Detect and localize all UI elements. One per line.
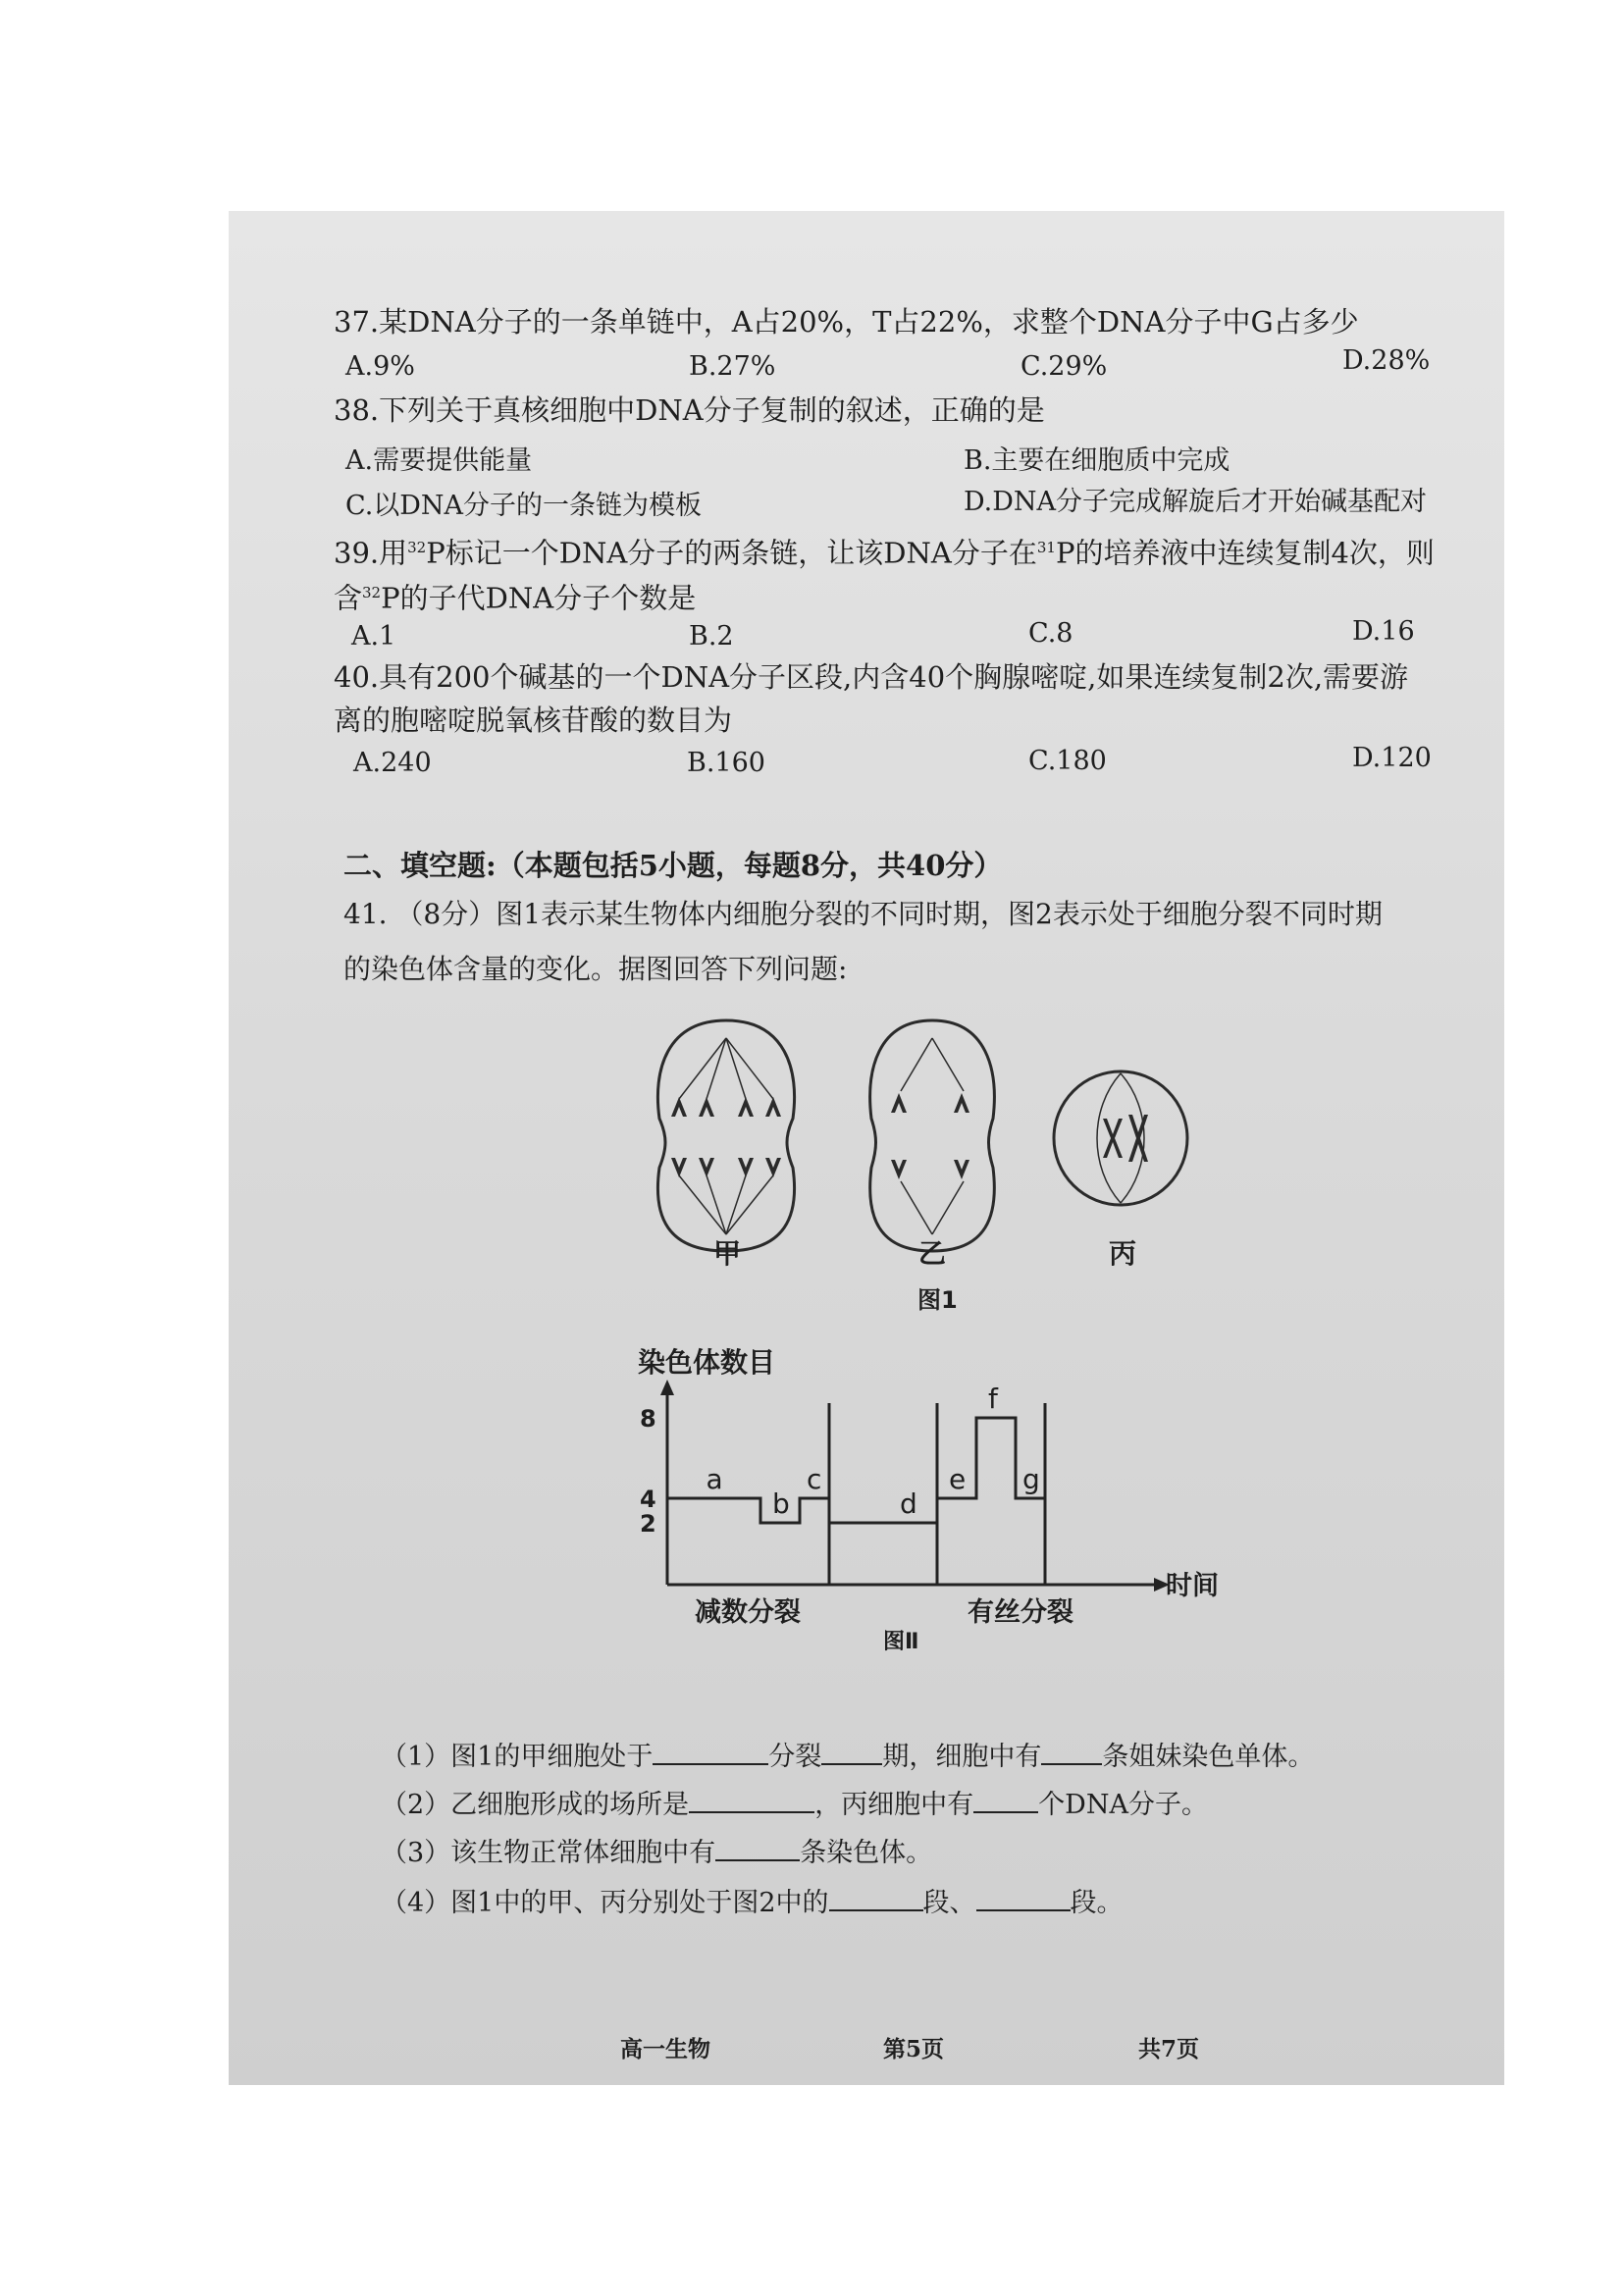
q39-text: 39.用 — [334, 536, 408, 570]
subq-4-text: （4）图1中的甲、丙分别处于图2中的 — [381, 1888, 829, 1918]
cell-yi — [870, 1020, 995, 1251]
subq-4-text: 段。 — [1070, 1888, 1124, 1918]
subq-3-blank-1[interactable] — [715, 1834, 800, 1861]
q38-option-c: C.以DNA分子的一条链为模板 — [345, 491, 703, 521]
chart-phase-mitosis: 有丝分裂 — [968, 1597, 1073, 1628]
subq-2-blank-2[interactable] — [973, 1786, 1038, 1813]
q39-text: P的培养液中连续复制4次，则 — [1055, 536, 1435, 570]
q40-option-d: D.120 — [1352, 743, 1432, 773]
subq-4-text: 段、 — [922, 1888, 976, 1918]
q38-option-d: D.DNA分子完成解旋后才开始碱基配对 — [964, 487, 1428, 517]
figure-1-label-yi: 乙 — [918, 1237, 947, 1270]
figure-2-caption: 图Ⅱ — [883, 1630, 919, 1654]
subq-1-blank-3[interactable] — [1041, 1738, 1102, 1765]
chart-series-line — [667, 1418, 1045, 1523]
q39-text: 含 — [334, 581, 363, 615]
subq-1-blank-2[interactable] — [821, 1738, 882, 1765]
cell-jia — [657, 1020, 794, 1251]
chart-segment-label: b — [772, 1487, 790, 1520]
figure-1-caption: 图1 — [917, 1286, 958, 1314]
question-41-line1: 41. （8分）图1表示某生物体内细胞分裂的不同时期，图2表示处于细胞分裂不同时期 — [343, 898, 1383, 930]
q39-superscript: 32 — [362, 584, 382, 601]
q40-option-b: B.160 — [687, 748, 765, 778]
q39-superscript: 31 — [1036, 539, 1056, 556]
q37-option-d: D.28% — [1342, 345, 1431, 376]
chart-segment-label: e — [949, 1463, 967, 1495]
q39-text: P的子代DNA分子个数是 — [381, 581, 697, 615]
q39-option-b: B.2 — [689, 621, 734, 652]
figure-1-label-jia: 甲 — [713, 1237, 742, 1270]
q37-option-c: C.29% — [1021, 351, 1108, 382]
question-41-line2: 的染色体含量的变化。据图回答下列问题: — [343, 953, 848, 985]
subq-1-text: 期，细胞中有 — [882, 1742, 1042, 1772]
q39-superscript: 32 — [407, 539, 427, 556]
subq-4-blank-1[interactable] — [829, 1884, 923, 1911]
q40-option-a: A.240 — [353, 748, 432, 778]
question-39-stem-line1 — [334, 530, 1435, 571]
q37-option-b: B.27% — [689, 351, 776, 382]
chart-y-tick-label: 2 — [640, 1510, 656, 1538]
question-40-stem-line1: 40.具有200个碱基的一个DNA分子区段,内含40个胸腺嘧啶,如果连续复制2次,需要游 — [334, 660, 1409, 694]
subq-2-text: 个DNA分子。 — [1038, 1790, 1208, 1820]
chart-ylabel: 染色体数目 — [638, 1346, 776, 1379]
subq-1-text: 条姐妹染色单体。 — [1102, 1742, 1315, 1772]
subq-2-text: ，丙细胞中有 — [814, 1790, 974, 1820]
cell-bing — [1054, 1071, 1187, 1205]
figure-1-label-bing: 丙 — [1109, 1237, 1137, 1270]
chart-y-axis-arrow — [660, 1380, 674, 1395]
question-39-stem-line2 — [334, 575, 696, 616]
footer-page: 第5页 — [883, 2036, 945, 2062]
subq-4 — [381, 1881, 1124, 1919]
question-37-stem: 37.某DNA分子的一条单链中，A占20%，T占22%，求整个DNA分子中G占多少 — [334, 305, 1359, 339]
chart-y-tick-label: 4 — [640, 1486, 656, 1513]
q37-option-a: A.9% — [345, 351, 415, 382]
subq-1-blank-1[interactable] — [653, 1738, 768, 1765]
subq-2-text: （2）乙细胞形成的场所是 — [381, 1790, 690, 1820]
q39-option-d: D.16 — [1352, 616, 1415, 647]
subq-3-text: 条染色体。 — [800, 1838, 933, 1868]
section-2-title: 二、填空题:（本题包括5小题，每题8分，共40分） — [343, 849, 1003, 882]
chart-phase-meiosis: 减数分裂 — [695, 1597, 801, 1628]
q39-option-c: C.8 — [1028, 618, 1073, 649]
subq-2-blank-1[interactable] — [689, 1786, 814, 1813]
subq-2 — [381, 1783, 1208, 1821]
question-38-stem: 38.下列关于真核细胞中DNA分子复制的叙述，正确的是 — [334, 393, 1045, 427]
q40-option-c: C.180 — [1028, 746, 1107, 776]
footer-subject: 高一生物 — [620, 2036, 710, 2062]
figure-2-chart — [628, 1344, 1256, 1658]
subq-3-text: （3）该生物正常体细胞中有 — [381, 1838, 716, 1868]
subq-3 — [381, 1831, 932, 1869]
q38-option-b: B.主要在细胞质中完成 — [964, 445, 1230, 476]
chart-segment-label: c — [807, 1463, 822, 1495]
subq-1-text: （1）图1的甲细胞处于 — [381, 1742, 654, 1772]
chart-segment-label: d — [900, 1487, 917, 1520]
subq-1 — [381, 1735, 1314, 1773]
chart-y-tick-label: 8 — [640, 1405, 656, 1433]
q39-option-a: A.1 — [351, 621, 396, 652]
chart-plot-area — [640, 1380, 1170, 1592]
chart-segment-label: g — [1022, 1463, 1040, 1495]
question-40-stem-line2: 离的胞嘧啶脱氧核苷酸的数目为 — [334, 704, 733, 737]
chart-segment-label: a — [706, 1463, 723, 1495]
q39-text: P标记一个DNA分子的两条链，让该DNA分子在 — [426, 536, 1037, 570]
chart-xlabel: 时间 — [1166, 1571, 1219, 1601]
chart-segment-label: f — [988, 1383, 998, 1415]
subq-4-blank-2[interactable] — [976, 1884, 1071, 1911]
q38-option-a: A.需要提供能量 — [345, 445, 533, 476]
subq-1-text: 分裂 — [768, 1742, 822, 1772]
footer-total: 共7页 — [1138, 2036, 1200, 2062]
